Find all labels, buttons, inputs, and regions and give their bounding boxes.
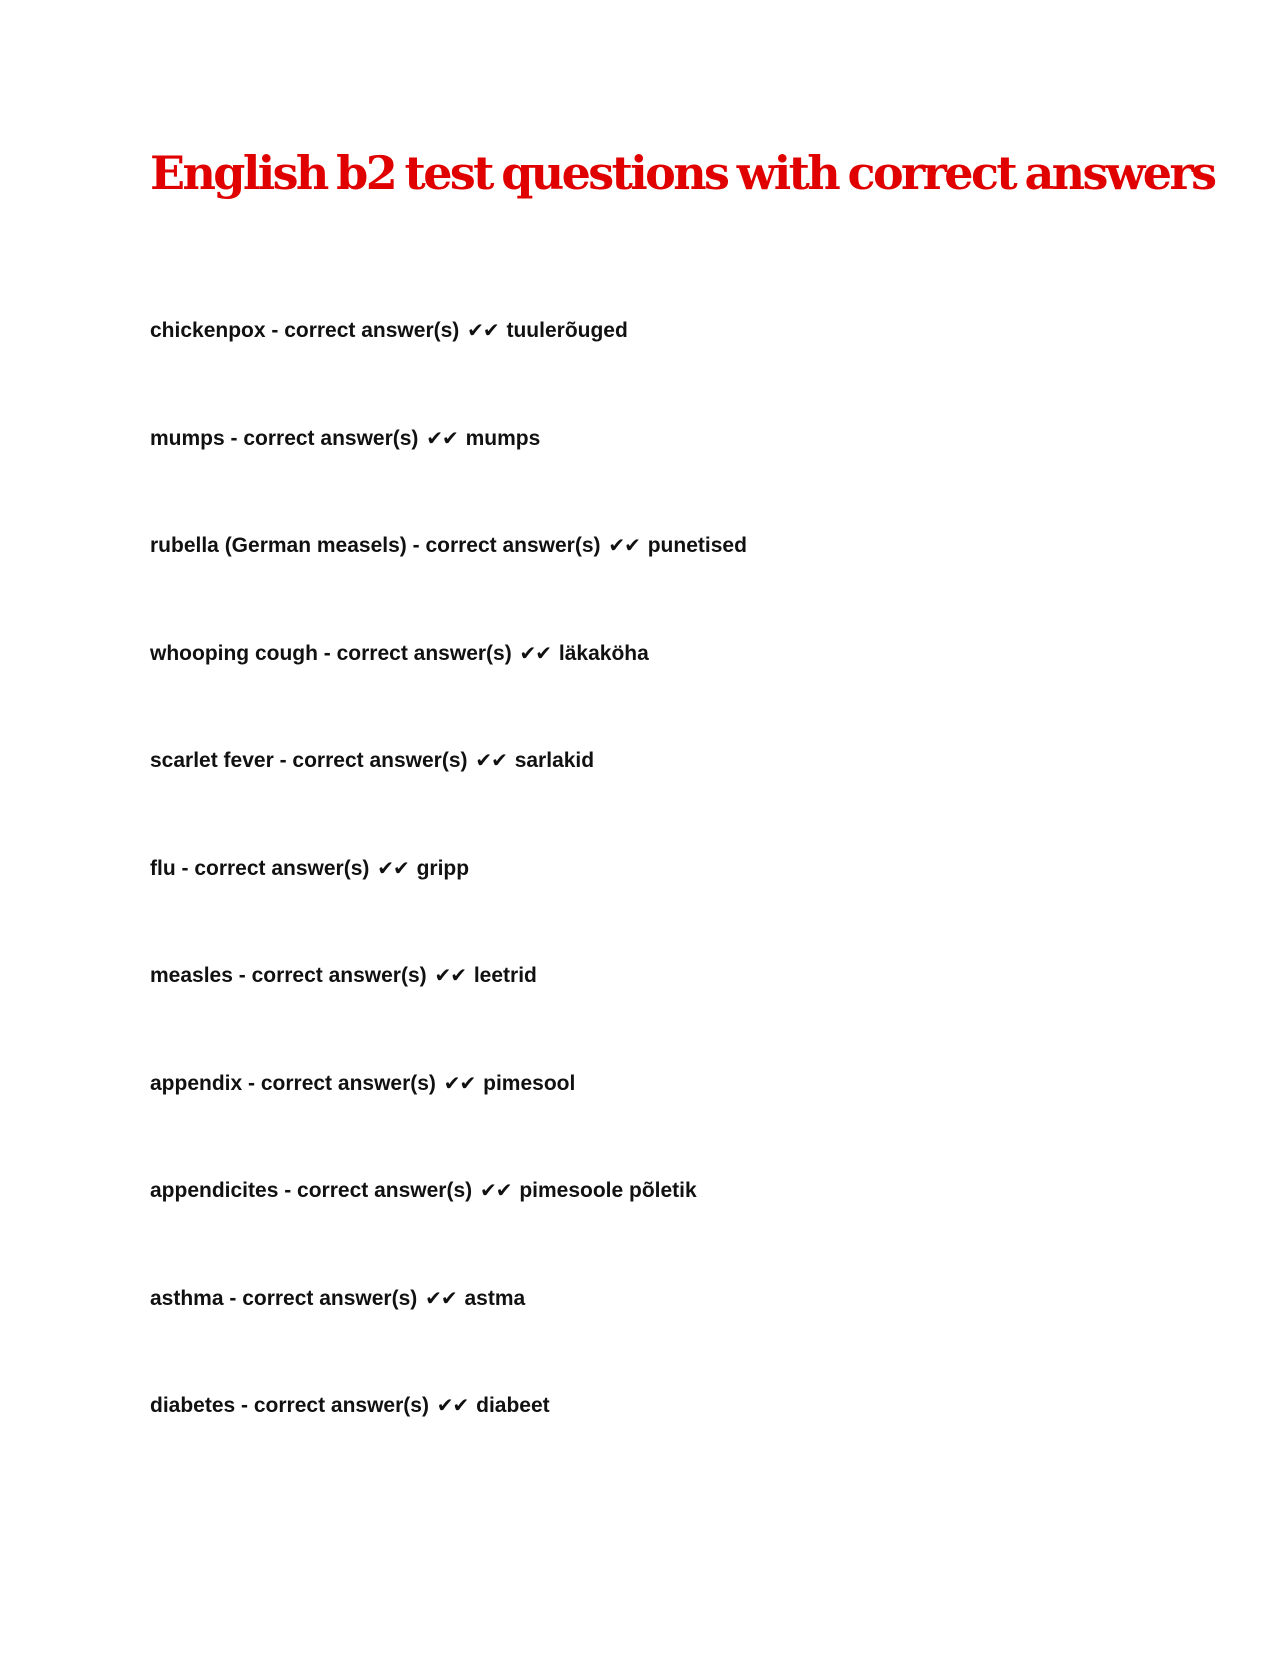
qa-answer: punetised <box>647 534 747 557</box>
qa-separator: - correct answer(s) <box>232 964 433 987</box>
qa-term: flu <box>150 856 176 880</box>
check-icon: ✔✔ <box>467 318 499 342</box>
qa-list <box>150 318 747 1501</box>
qa-item <box>150 1071 747 1179</box>
qa-term: rubella (German measels) <box>150 534 407 557</box>
qa-term: scarlet fever <box>150 749 274 772</box>
qa-term: chickenpox <box>150 319 266 342</box>
qa-item <box>150 963 747 1071</box>
qa-separator: - correct answer(s) <box>406 534 607 557</box>
qa-answer: läkaköha <box>558 641 649 665</box>
check-icon: ✔✔ <box>479 1178 512 1202</box>
qa-item <box>150 1393 747 1501</box>
check-icon: ✔✔ <box>475 748 507 772</box>
qa-answer: mumps <box>465 426 541 450</box>
qa-separator: - correct answer(s) <box>223 1286 424 1310</box>
qa-term: whooping cough <box>150 641 318 665</box>
qa-answer: pimesoole põletik <box>519 1179 697 1202</box>
check-icon: ✔✔ <box>443 1070 476 1095</box>
check-icon: ✔✔ <box>377 855 409 880</box>
qa-answer: astma <box>464 1286 526 1310</box>
check-icon: ✔✔ <box>608 533 640 557</box>
qa-term: measles <box>150 964 233 987</box>
qa-term: diabetes <box>150 1394 236 1417</box>
qa-separator: - correct answer(s) <box>242 1071 442 1095</box>
check-icon: ✔✔ <box>425 1285 457 1310</box>
document-title: English b2 test questions with correct answers <box>150 146 1215 200</box>
qa-answer: gripp <box>416 856 470 880</box>
qa-item <box>150 426 747 534</box>
qa-separator: - correct answer(s) <box>278 1179 478 1202</box>
qa-term: appendix <box>150 1071 243 1095</box>
qa-separator: - correct answer(s) <box>224 426 425 450</box>
qa-term: mumps <box>150 426 225 450</box>
check-icon: ✔✔ <box>519 640 552 665</box>
qa-item <box>150 1178 747 1286</box>
check-icon: ✔✔ <box>426 425 458 450</box>
qa-term: appendicites <box>150 1179 279 1202</box>
qa-item <box>150 856 747 964</box>
qa-item <box>150 1286 747 1394</box>
qa-answer: tuulerõuged <box>506 319 628 342</box>
check-icon: ✔✔ <box>436 1393 469 1417</box>
qa-answer: diabeet <box>476 1394 550 1417</box>
qa-separator: - correct answer(s) <box>265 319 466 342</box>
qa-separator: - correct answer(s) <box>175 856 376 880</box>
qa-answer: pimesool <box>483 1071 576 1095</box>
qa-term: asthma <box>150 1286 224 1310</box>
qa-answer: sarlakid <box>514 749 595 772</box>
qa-item <box>150 318 747 426</box>
check-icon: ✔✔ <box>434 963 466 987</box>
qa-separator: - correct answer(s) <box>317 641 518 665</box>
qa-answer: leetrid <box>473 964 537 987</box>
qa-item <box>150 748 747 856</box>
qa-item <box>150 533 747 641</box>
qa-item <box>150 641 747 749</box>
qa-separator: - correct answer(s) <box>273 749 474 772</box>
qa-separator: - correct answer(s) <box>235 1394 435 1417</box>
